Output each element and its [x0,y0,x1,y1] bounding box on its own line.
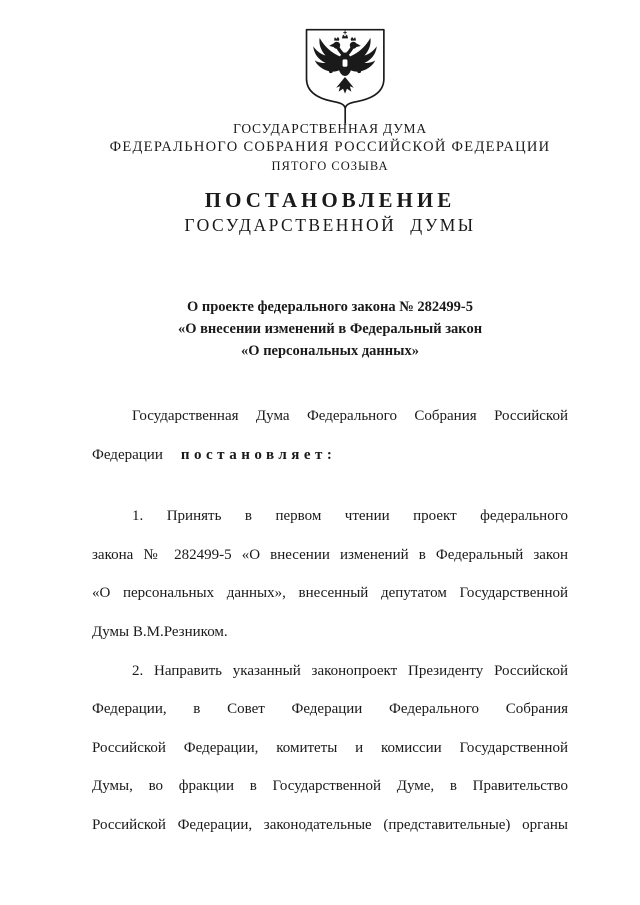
org-name: ГОСУДАРСТВЕННАЯ ДУМА [233,121,427,136]
document-title-line1: ПОСТАНОВЛЕНИЕ [204,188,456,212]
body-line: Федерации, в Совет Федерации Федерального Собрания [92,701,568,718]
body-line: «О персональных данных», внесенный депутатом Государственной [92,585,568,602]
subject-line1: О проекте федерального закона № 282499-5 [186,299,474,315]
body-line: закона № 282499-5 «О внесении изменений в Федеральный закон [92,546,568,563]
body-line: Российской Федерации, законодательные (представительные) органы [92,816,568,833]
body-line: Думы В.М.Резником. [92,623,228,640]
body-line-resolves [92,436,568,475]
convocation: ПЯТОГО СОЗЫВА [271,159,389,173]
org-subname: ФЕДЕРАЛЬНОГО СОБРАНИЯ РОССИЙСКОЙ ФЕДЕРАЦИИ [109,139,551,155]
document-body [92,397,568,845]
document-subject [72,296,588,362]
body-line: Думы, во фракции в Государственной Думе, в Правительство [92,778,568,795]
paragraph-item-1 [92,497,568,651]
coat-of-arms-icon [303,26,387,126]
double-headed-eagle-icon [303,26,387,126]
body-line: 1. Принять в первом чтении проект федерального [132,508,568,525]
resolves-keyword: постановляет: [180,446,337,463]
body-line: 2. Направить указанный законопроект Президенту Российской [132,662,568,679]
subject-line3: «О персональных данных» [241,343,419,359]
resolves-prefix: Федерации [92,446,163,463]
body-line: Государственная Дума Федерального Собрания Российской [132,408,568,424]
subject-line2: «О внесении изменений в Федеральный закон [177,321,483,337]
document-title [72,188,588,236]
paragraph-preamble [92,397,568,474]
document-title-line2: ГОСУДАРСТВЕННОЙ ДУМЫ [184,215,476,235]
letterhead [72,121,588,174]
paragraph-item-2 [92,652,568,845]
body-line: Российской Федерации, комитеты и комиссии Государственной [92,739,568,756]
